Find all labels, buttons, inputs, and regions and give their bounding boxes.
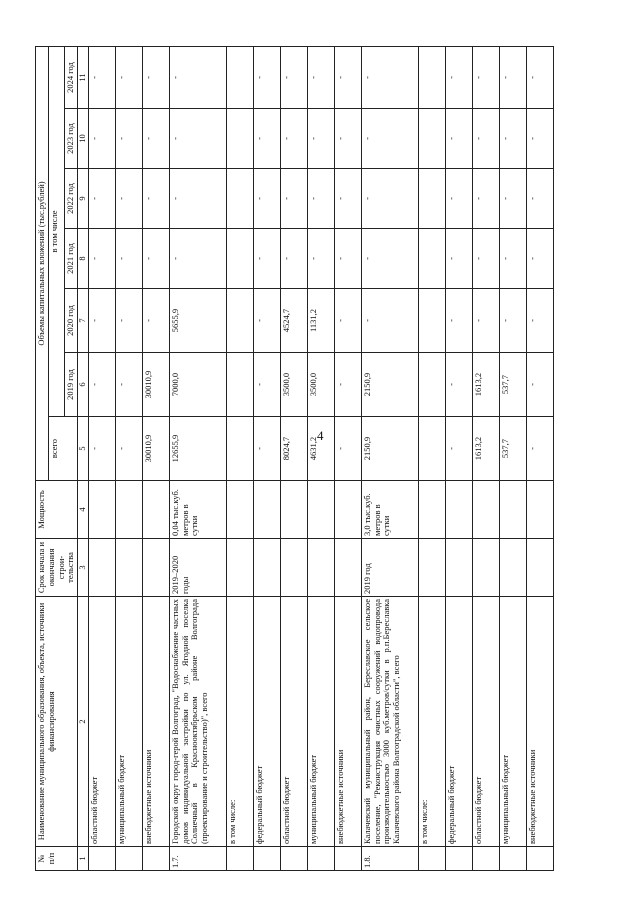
- cell-total: 4631,2: [307, 417, 334, 481]
- table-row: [472, 46, 499, 870]
- cell-2022: -: [253, 169, 280, 229]
- cell-2020: -: [445, 289, 472, 353]
- cell-2023: [418, 109, 445, 169]
- cell-2021: -: [253, 229, 280, 289]
- cell-2019: [226, 353, 253, 417]
- cell-2021: -: [526, 229, 553, 289]
- cell-2020: 5655,9: [169, 289, 226, 353]
- row-period: [115, 539, 142, 597]
- row-no: [334, 847, 361, 871]
- col-number: 4: [78, 481, 89, 539]
- header-period: Срок начала и окончания строи- тельства: [36, 539, 78, 597]
- row-period: 2019–2020 годы: [169, 539, 226, 597]
- cell-2022: [226, 169, 253, 229]
- table-row: [307, 46, 334, 870]
- cell-2023: -: [115, 109, 142, 169]
- cell-2022: -: [169, 169, 226, 229]
- cell-2022: -: [88, 169, 115, 229]
- cell-2024: -: [142, 46, 169, 108]
- header-capacity: Мощность: [36, 481, 78, 539]
- cell-2023: -: [307, 109, 334, 169]
- cell-2023: -: [169, 109, 226, 169]
- row-no: [115, 847, 142, 871]
- row-period: [307, 539, 334, 597]
- table-row: [445, 46, 472, 870]
- row-period: [334, 539, 361, 597]
- cell-2023: -: [526, 109, 553, 169]
- cell-2024: -: [472, 46, 499, 108]
- row-period: 2019 год: [361, 539, 418, 597]
- cell-total: -: [526, 417, 553, 481]
- cell-2019: 1613,2: [472, 353, 499, 417]
- row-name: областной бюджет: [280, 597, 307, 847]
- row-capacity: [499, 481, 526, 539]
- row-capacity: [526, 481, 553, 539]
- row-no: [280, 847, 307, 871]
- row-no: 1.8.: [361, 847, 418, 871]
- cell-2021: -: [88, 229, 115, 289]
- cell-2020: -: [88, 289, 115, 353]
- header-year: 2023 год: [65, 109, 78, 169]
- cell-2024: -: [169, 46, 226, 108]
- row-capacity: [253, 481, 280, 539]
- row-name: муниципальный бюджет: [307, 597, 334, 847]
- cell-2022: -: [334, 169, 361, 229]
- cell-2022: -: [472, 169, 499, 229]
- cell-2019: -: [88, 353, 115, 417]
- cell-total: [418, 417, 445, 481]
- row-no: [253, 847, 280, 871]
- cell-2019: -: [526, 353, 553, 417]
- col-number: 10: [78, 109, 89, 169]
- header-year: 2020 год: [65, 289, 78, 353]
- cell-2022: -: [499, 169, 526, 229]
- cell-2019: 2150,9: [361, 353, 418, 417]
- col-number: 11: [78, 46, 89, 108]
- row-name: внебюджетные источники: [142, 597, 169, 847]
- table-row-object: [169, 46, 226, 870]
- cell-2024: -: [445, 46, 472, 108]
- cell-2020: -: [334, 289, 361, 353]
- cell-2023: -: [445, 109, 472, 169]
- cell-2021: [226, 229, 253, 289]
- cell-2021: -: [334, 229, 361, 289]
- table-row: [499, 46, 526, 870]
- table-row: [418, 46, 445, 870]
- cell-total: 2150,9: [361, 417, 418, 481]
- row-period: [88, 539, 115, 597]
- cell-2020: [226, 289, 253, 353]
- cell-2020: -: [499, 289, 526, 353]
- cell-2021: -: [445, 229, 472, 289]
- row-name: муниципальный бюджет: [115, 597, 142, 847]
- row-capacity: [418, 481, 445, 539]
- row-name: муниципальный бюджет: [499, 597, 526, 847]
- cell-2020: -: [115, 289, 142, 353]
- header-year: 2021 год: [65, 229, 78, 289]
- header-year: 2024 год: [65, 46, 78, 108]
- table-row: [334, 46, 361, 870]
- row-no: [307, 847, 334, 871]
- cell-2019: 3500,0: [280, 353, 307, 417]
- cell-2020: 4524,7: [280, 289, 307, 353]
- row-name: Калачевский муниципальный район, Береславское сельское поселение, "Реконструкция очистных сооружений водопровода производительностью 3000 куб.метров/сутки в р.п.Береславка Калачевского района Волгоградской области", всего: [361, 597, 418, 847]
- table-row: [253, 46, 280, 870]
- row-name: федеральный бюджет: [253, 597, 280, 847]
- row-period: [142, 539, 169, 597]
- table-row: [526, 46, 553, 870]
- cell-2023: [226, 109, 253, 169]
- row-no: 1.7.: [169, 847, 226, 871]
- cell-2024: -: [307, 46, 334, 108]
- cell-2021: -: [472, 229, 499, 289]
- row-name: в том числе:: [418, 597, 445, 847]
- cell-total: -: [115, 417, 142, 481]
- header-no: № п/п: [36, 847, 78, 871]
- cell-2024: [226, 46, 253, 108]
- cell-2024: -: [253, 46, 280, 108]
- row-period: [253, 539, 280, 597]
- cell-total: 12655,9: [169, 417, 226, 481]
- cell-2022: -: [307, 169, 334, 229]
- cell-2020: -: [472, 289, 499, 353]
- cell-total: -: [253, 417, 280, 481]
- row-period: [418, 539, 445, 597]
- row-capacity: [88, 481, 115, 539]
- cell-2021: [418, 229, 445, 289]
- cell-2020: -: [526, 289, 553, 353]
- cell-2024: -: [526, 46, 553, 108]
- table-row: [88, 46, 115, 870]
- row-capacity: [445, 481, 472, 539]
- cell-2021: -: [169, 229, 226, 289]
- cell-2019: [418, 353, 445, 417]
- cell-2021: -: [115, 229, 142, 289]
- row-no: [445, 847, 472, 871]
- row-period: [280, 539, 307, 597]
- cell-2019: -: [115, 353, 142, 417]
- cell-2024: -: [115, 46, 142, 108]
- row-no: [88, 847, 115, 871]
- cell-2020: -: [253, 289, 280, 353]
- cell-total: -: [445, 417, 472, 481]
- col-number: 1: [78, 847, 89, 871]
- page-number: 4: [317, 428, 324, 443]
- row-capacity: [472, 481, 499, 539]
- cell-2021: -: [499, 229, 526, 289]
- row-capacity: [226, 481, 253, 539]
- cell-2019: 30010,9: [142, 353, 169, 417]
- header-year: 2022 год: [65, 169, 78, 229]
- cell-2023: -: [142, 109, 169, 169]
- cell-total: 1613,2: [472, 417, 499, 481]
- row-name: в том числе:: [226, 597, 253, 847]
- col-number: 8: [78, 229, 89, 289]
- cell-2021: -: [280, 229, 307, 289]
- cell-2024: -: [361, 46, 418, 108]
- row-no: [499, 847, 526, 871]
- col-number: 6: [78, 353, 89, 417]
- col-number: 2: [78, 597, 89, 847]
- cell-2022: -: [361, 169, 418, 229]
- cell-2020: -: [142, 289, 169, 353]
- row-capacity: [115, 481, 142, 539]
- row-no: [142, 847, 169, 871]
- cell-2019: 7000,0: [169, 353, 226, 417]
- cell-2019: -: [334, 353, 361, 417]
- cell-2019: -: [445, 353, 472, 417]
- cell-2023: -: [499, 109, 526, 169]
- header-in-that: в том числе: [48, 46, 65, 416]
- row-period: [472, 539, 499, 597]
- col-number: 7: [78, 289, 89, 353]
- cell-2022: -: [142, 169, 169, 229]
- cell-2022: -: [115, 169, 142, 229]
- cell-2020: [418, 289, 445, 353]
- row-period: [226, 539, 253, 597]
- cell-2024: -: [88, 46, 115, 108]
- row-capacity: 0,04 тыс.куб. метров в сутки: [169, 481, 226, 539]
- cell-2021: -: [361, 229, 418, 289]
- table-row: [226, 46, 253, 870]
- row-no: [526, 847, 553, 871]
- cell-2023: -: [472, 109, 499, 169]
- table-row: [280, 46, 307, 870]
- cell-2023: -: [361, 109, 418, 169]
- cell-2024: [418, 46, 445, 108]
- row-name: внебюджетные источники: [526, 597, 553, 847]
- cell-total: [226, 417, 253, 481]
- cell-2020: 1131,2: [307, 289, 334, 353]
- cell-2021: -: [307, 229, 334, 289]
- row-capacity: 3,0 тыс.куб. метров в сутки: [361, 481, 418, 539]
- row-period: [445, 539, 472, 597]
- cell-2019: 537,7: [499, 353, 526, 417]
- cell-2023: -: [88, 109, 115, 169]
- table-row-object: [361, 46, 418, 870]
- cell-2024: -: [334, 46, 361, 108]
- cell-total: 537,7: [499, 417, 526, 481]
- cell-2019: -: [253, 353, 280, 417]
- cell-2022: [418, 169, 445, 229]
- cell-total: 30010,9: [142, 417, 169, 481]
- row-capacity: [334, 481, 361, 539]
- row-capacity: [280, 481, 307, 539]
- col-number: 9: [78, 169, 89, 229]
- row-name: внебюджетные источники: [334, 597, 361, 847]
- col-number: 3: [78, 539, 89, 597]
- row-name: областной бюджет: [472, 597, 499, 847]
- cell-2022: -: [526, 169, 553, 229]
- row-name: федеральный бюджет: [445, 597, 472, 847]
- cell-2021: -: [142, 229, 169, 289]
- cell-2023: -: [280, 109, 307, 169]
- row-no: [418, 847, 445, 871]
- cell-2023: -: [334, 109, 361, 169]
- cell-2024: -: [280, 46, 307, 108]
- row-name: Городской округ город-герой Волгоград, "Водоснабжение частных домов индивидуальной застройки по ул. Ягодной поселка Солнечный в Красноoктябрьском районе Волгограда (проектирование и строительство)", всего: [169, 597, 226, 847]
- row-name: областной бюджет: [88, 597, 115, 847]
- row-period: [499, 539, 526, 597]
- header-name: Наименование муниципального образования, объекта, источники финансирования: [36, 597, 78, 847]
- capital-investment-table: [35, 46, 554, 871]
- cell-2022: -: [280, 169, 307, 229]
- row-capacity: [142, 481, 169, 539]
- row-capacity: [307, 481, 334, 539]
- header-volumes: Объемы капитальных вложений (тыс.рублей): [36, 46, 49, 480]
- cell-total: -: [334, 417, 361, 481]
- table-row: [115, 46, 142, 870]
- table-row: [142, 46, 169, 870]
- cell-2023: -: [253, 109, 280, 169]
- cell-2024: -: [499, 46, 526, 108]
- header-year: 2019 год: [65, 353, 78, 417]
- header-total: всего: [48, 417, 77, 481]
- row-period: [526, 539, 553, 597]
- cell-2020: -: [361, 289, 418, 353]
- col-number: 5: [78, 417, 89, 481]
- row-no: [226, 847, 253, 871]
- cell-2019: 3500,0: [307, 353, 334, 417]
- cell-2022: -: [445, 169, 472, 229]
- row-no: [472, 847, 499, 871]
- cell-total: -: [88, 417, 115, 481]
- cell-total: 8024,7: [280, 417, 307, 481]
